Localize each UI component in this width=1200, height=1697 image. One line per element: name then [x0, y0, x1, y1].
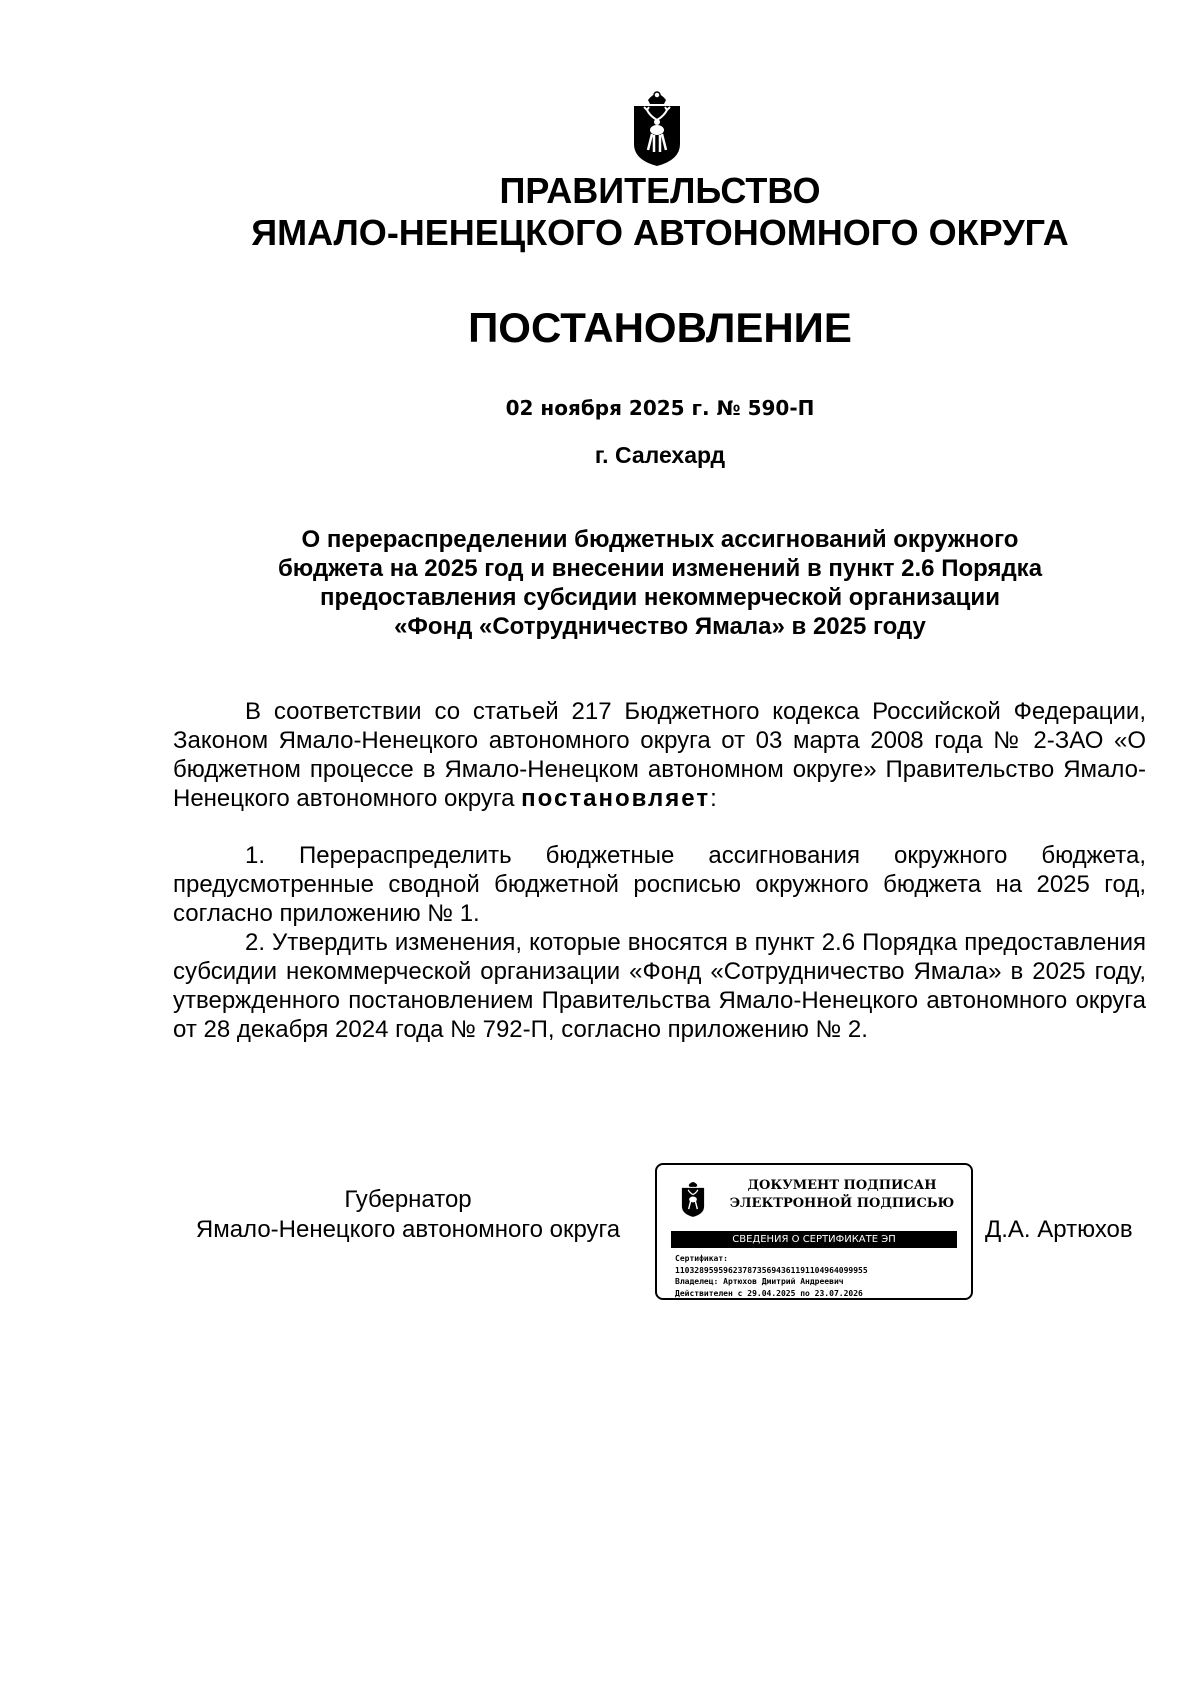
preamble-text: В соответствии со статьей 217 Бюджетного кодекса Российской Федерации, Законом Ямало-Ненецкого автономного округа от 03 марта 2008 года № 2-ЗАО «О бюджетном процессе в Ямало-Ненецком автономном округе» Правительство Ямало-Ненецкого автономного округа	[173, 698, 1146, 812]
subject-line: предоставления субсидии некоммерческой организации	[320, 584, 1000, 611]
stamp-certificate-bar: СВЕДЕНИЯ О СЕРТИФИКАТЕ ЭП	[671, 1231, 957, 1248]
subject-line: «Фонд «Сотрудничество Ямала» в 2025 году	[394, 613, 926, 640]
subject-line: бюджета на 2025 год и внесении изменений в пункт 2.6 Порядка	[277, 555, 1043, 582]
item-1-paragraph: 1. Перераспределить бюджетные ассигнования окружного бюджета, предусмотренные сводной бюджетной росписью окружного бюджета на 2025 год, согласно приложению № 1.	[173, 842, 1146, 927]
certificate-owner: Владелец: Артюхов Дмитрий Андреевич	[675, 1277, 844, 1286]
government-title	[0, 170, 1200, 254]
document-type: ПОСТАНОВЛЕНИЕ	[468, 304, 852, 351]
certificate-number: 1103289595962378735694361191104964099955	[675, 1265, 868, 1275]
stamp-title-line1: ДОКУМЕНТ ПОДПИСАН	[747, 1178, 937, 1193]
signatory-position	[173, 1185, 643, 1245]
subject-line: О перераспределении бюджетных ассигнований окружного	[301, 526, 1019, 553]
stamp-title-line2: ЭЛЕКТРОННОЙ ПОДПИСЬЮ	[729, 1196, 955, 1211]
stamp-title	[717, 1177, 967, 1213]
government-title-line2: ЯМАЛО-НЕНЕЦКОГО АВТОНОМНОГО ОКРУГА	[251, 212, 1069, 253]
coat-of-arms-icon	[679, 1177, 707, 1219]
resolves-colon: :	[710, 785, 717, 812]
electronic-signature-stamp	[655, 1163, 973, 1300]
coat-of-arms-icon	[628, 86, 686, 168]
signatory-position-line2: Ямало-Ненецкого автономного округа	[195, 1216, 621, 1243]
item-2-paragraph: 2. Утвердить изменения, которые вносятся в пункт 2.6 Порядка предоставления субсидии некоммерческой организации «Фонд «Сотрудничество Ямала» в 2025 году, утвержденного постановлением Правительства Ямало-Ненецкого автономного округа от 28 декабря 2024 года № 792-П, согласно приложению № 2.	[173, 929, 1146, 1043]
certificate-validity: Действителен с 29.04.2025 по 23.07.2026	[675, 1288, 863, 1298]
document-body	[173, 697, 1146, 1044]
certificate-label: Сертификат:	[675, 1254, 728, 1263]
stamp-certificate-details	[675, 1253, 868, 1299]
resolves-word: постановляет	[521, 785, 711, 812]
preamble-paragraph	[173, 697, 1146, 813]
subject-heading	[160, 525, 1160, 641]
date-and-number: 02 ноября 2025 г. № 590-П	[505, 396, 815, 420]
signatory-position-line1: Губернатор	[344, 1186, 472, 1213]
city: г. Салехард	[594, 442, 726, 468]
signatory-name: Д.А. Артюхов	[985, 1216, 1133, 1243]
government-title-line1: ПРАВИТЕЛЬСТВО	[499, 170, 821, 211]
